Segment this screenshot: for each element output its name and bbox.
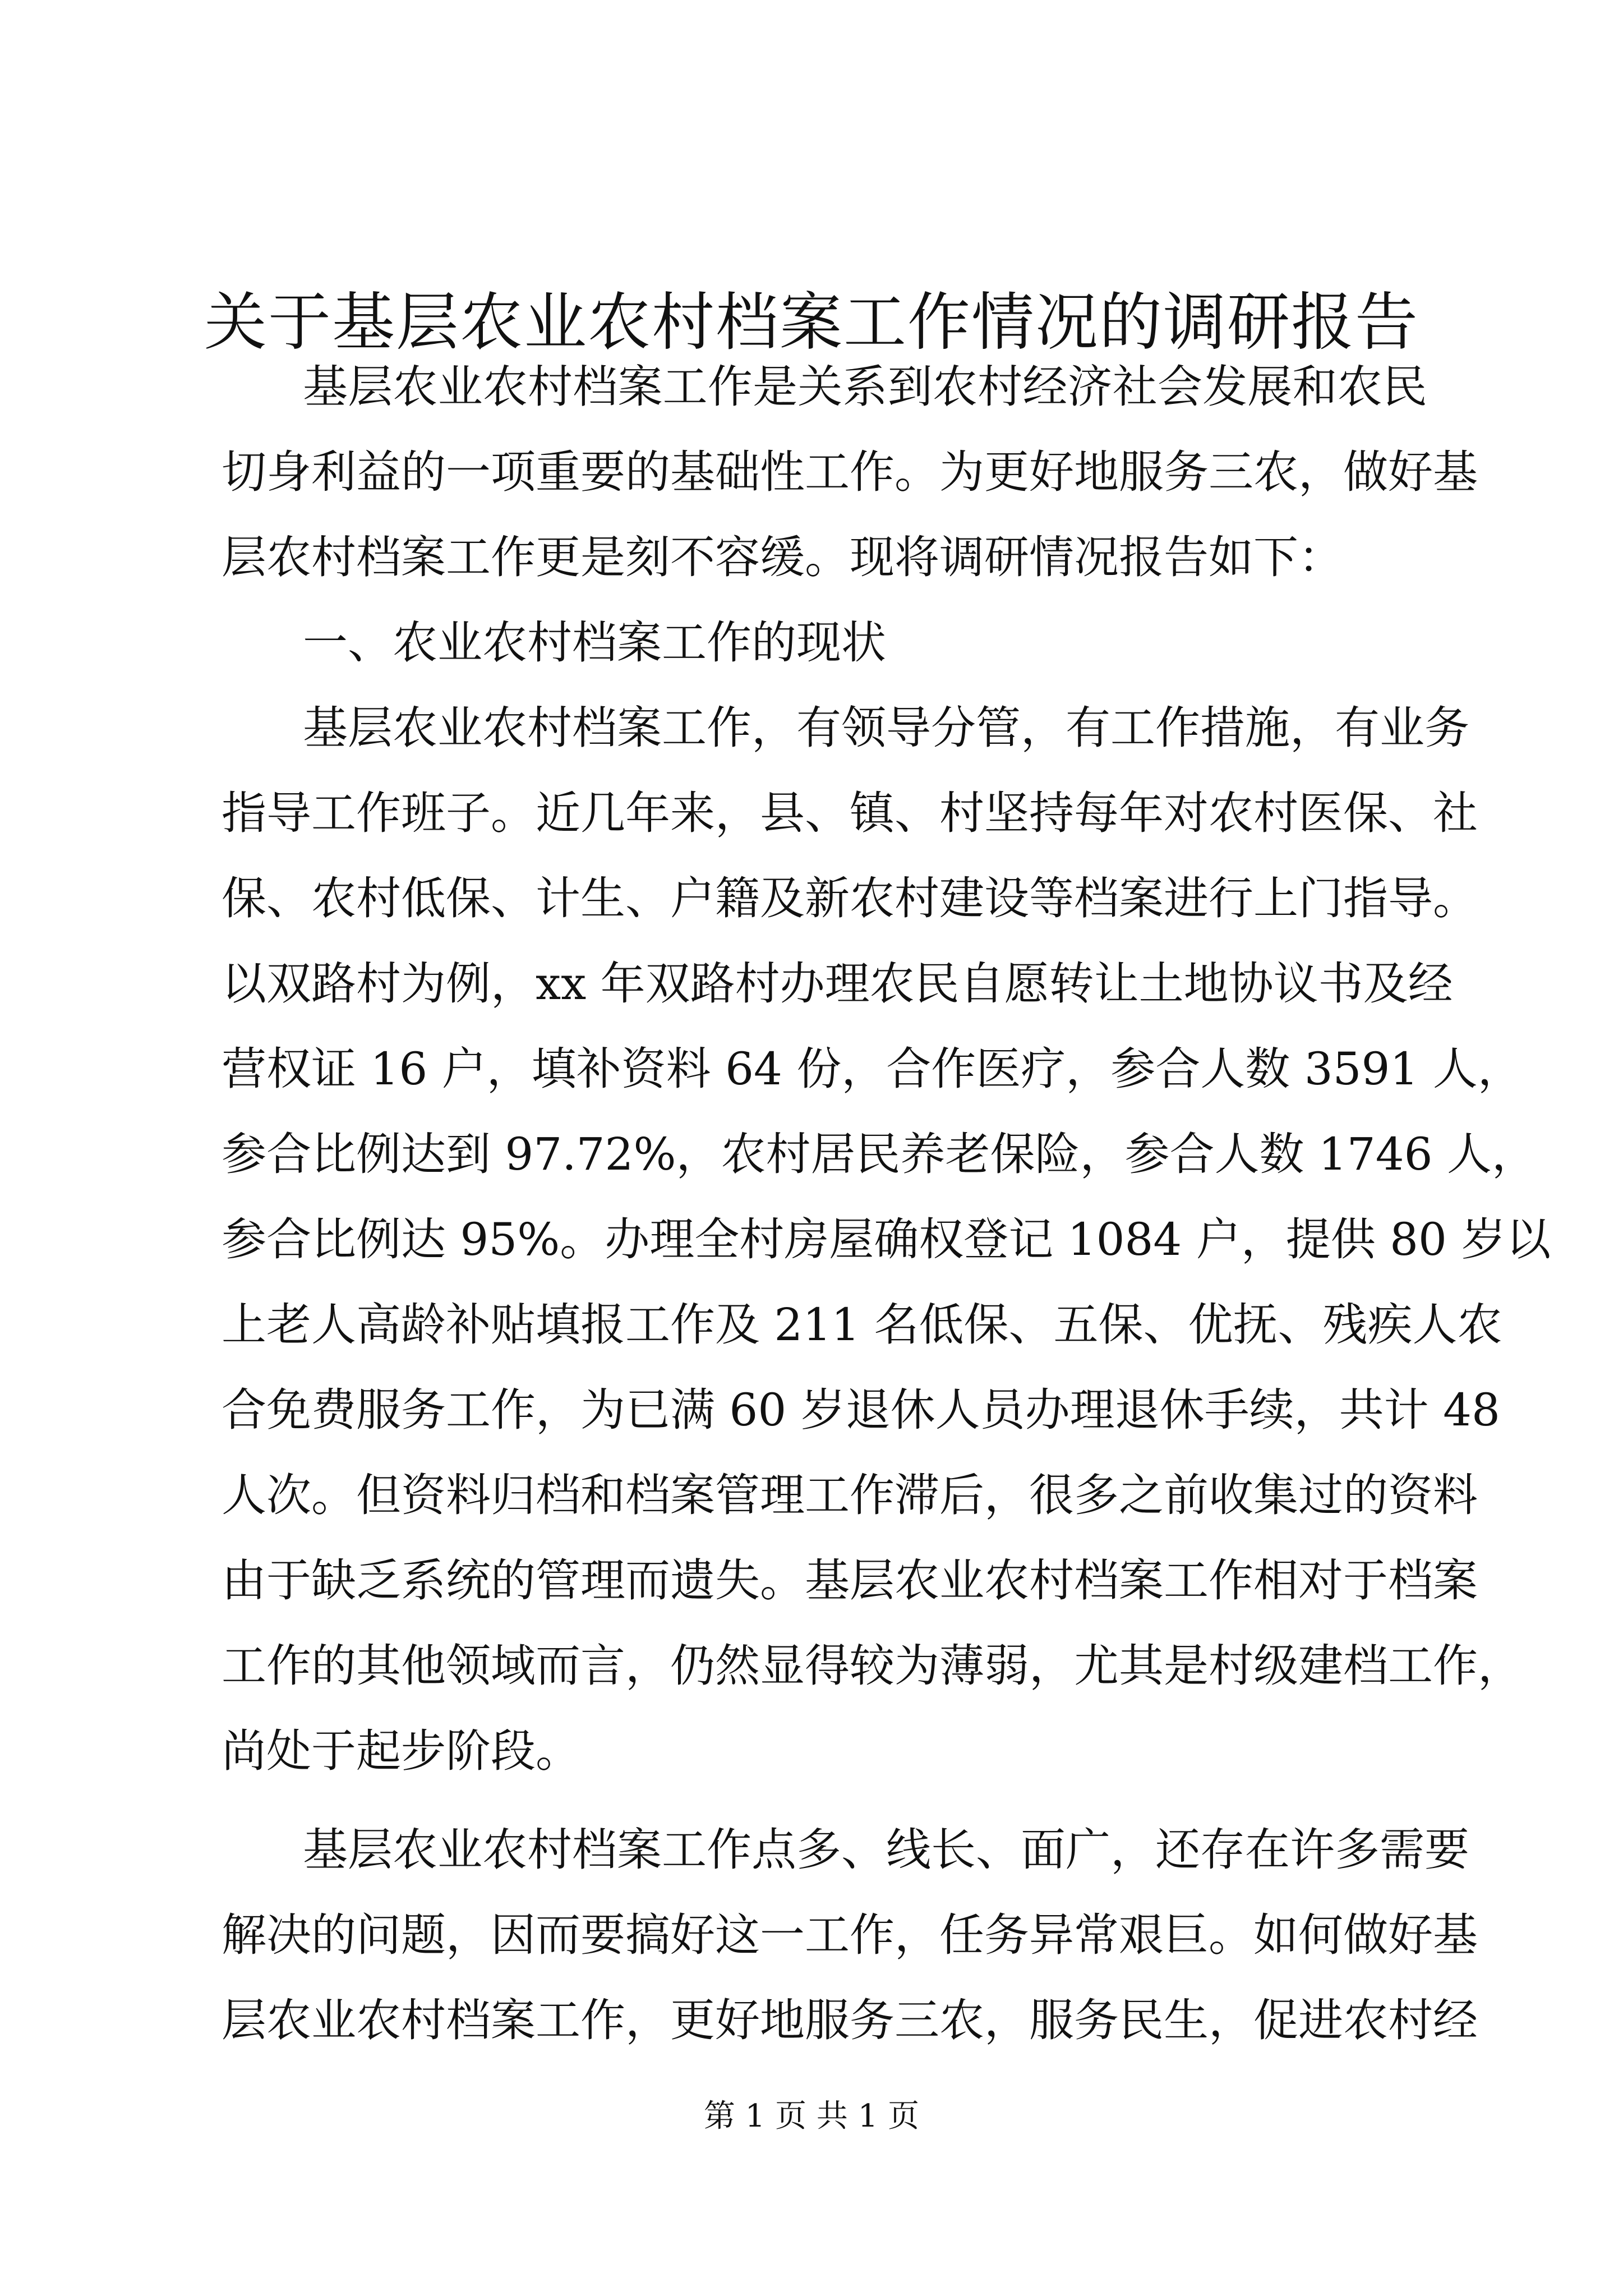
paragraph-line-18: 解决的问题，因而要搞好这一工作，任务异常艰巨。如何做好基 xyxy=(222,1909,1478,1961)
paragraph-line-14: 由于缺乏系统的管理而遗失。基层农业农村档案工作相对于档案 xyxy=(222,1554,1478,1607)
paragraph-line-11: 上老人高龄补贴填报工作及 211 名低保、五保、优抚、残疾人农 xyxy=(222,1299,1502,1351)
paragraph-line-13: 人次。但资料归档和档案管理工作滞后，很多之前收集过的资料 xyxy=(222,1469,1478,1521)
paragraph-line-10: 参合比例达 95%。办理全村房屋确权登记 1084 户，提供 80 岁以 xyxy=(222,1213,1551,1266)
paragraph-line-4: 基层农业农村档案工作，有领导分管，有工作措施，有业务 xyxy=(303,702,1469,754)
page-footer: 第 1 页 共 1 页 xyxy=(703,2098,920,2134)
paragraph-line-8: 营权证 16 户，填补资料 64 份，合作医疗，参合人数 3591 人， xyxy=(222,1043,1523,1095)
paragraph-line-6: 保、农村低保、计生、户籍及新农村建设等档案进行上门指导。 xyxy=(222,872,1478,924)
paragraph-line-12: 合免费服务工作，为已满 60 岁退休人员办理退休手续，共计 48 xyxy=(222,1384,1500,1436)
paragraph-line-15: 工作的其他领域而言，仍然显得较为薄弱，尤其是村级建档工作， xyxy=(222,1640,1523,1692)
paragraph-line-17: 基层农业农村档案工作点多、线长、面广，还存在许多需要 xyxy=(303,1824,1469,1876)
paragraph-line-2: 切身利益的一项重要的基础性工作。为更好地服务三农，做好基 xyxy=(222,446,1478,498)
paragraph-line-1: 基层农业农村档案工作是关系到农村经济社会发展和农民 xyxy=(303,361,1427,413)
paragraph-line-19: 层农业农村档案工作，更好地服务三农，服务民生，促进农村经 xyxy=(222,1994,1478,2046)
paragraph-line-3: 层农村档案工作更是刻不容缓。现将调研情况报告如下： xyxy=(222,531,1343,583)
paragraph-line-16: 尚处于起步阶段。 xyxy=(222,1725,580,1777)
paragraph-line-7: 以双路村为例，xx 年双路村办理农民自愿转让土地协议书及经 xyxy=(222,958,1453,1010)
document-title: 关于基层农业农村档案工作情况的调研报告 xyxy=(204,286,1419,359)
section-heading-1: 一、农业农村档案工作的现状 xyxy=(303,616,886,669)
paragraph-line-9: 参合比例达到 97.72%，农村居民养老保险，参合人数 1746 人， xyxy=(222,1128,1537,1180)
paragraph-line-5: 指导工作班子。近几年来，县、镇、村坚持每年对农村医保、社 xyxy=(222,787,1478,839)
